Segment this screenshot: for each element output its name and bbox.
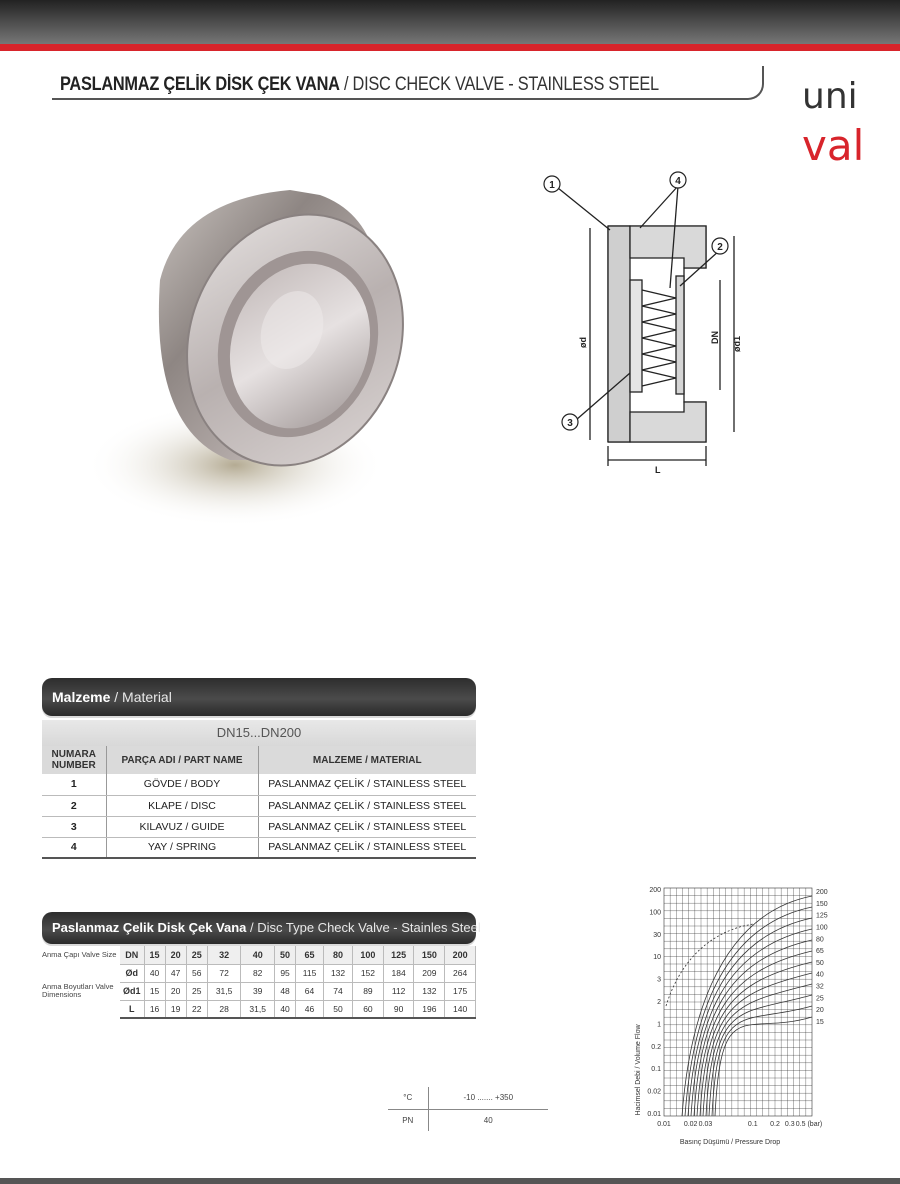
- graph-y-right-label: 32: [816, 983, 824, 991]
- dn-key: DN: [120, 946, 144, 964]
- flow-curve: [709, 995, 812, 1116]
- dn-value: 65: [296, 946, 324, 964]
- cell: 47: [165, 964, 186, 982]
- dim-label-od: ød: [578, 337, 588, 348]
- dimensions-header-light: / Disc Type Check Valve - Stainles Steel: [246, 920, 481, 935]
- table-row: [42, 774, 476, 795]
- cell: 31,5: [207, 982, 241, 1000]
- graph-y-left-label: 2: [657, 999, 661, 1006]
- material-header-light: / Material: [110, 689, 172, 705]
- graph-x-label: 0.1: [747, 1121, 758, 1128]
- row-number: 1: [42, 774, 106, 795]
- page-title: [60, 74, 659, 96]
- cell: 19: [165, 1000, 186, 1018]
- graph-x-title: Basınç Düşümü / Pressure Drop: [679, 1139, 781, 1146]
- unival-logo: [798, 70, 888, 180]
- dn-value: 80: [323, 946, 352, 964]
- section-drawing: [530, 168, 760, 480]
- cell: 40: [144, 964, 165, 982]
- cell: 152: [353, 964, 384, 982]
- graph-x-label: 0.02: [683, 1121, 698, 1128]
- material-header-bold: Malzeme: [52, 689, 111, 705]
- graph-y-right-label: 25: [816, 995, 824, 1003]
- dimensions-table: [42, 946, 476, 1019]
- cell: 28: [207, 1000, 241, 1018]
- cell: 112: [383, 982, 414, 1000]
- row-key: Ød: [120, 964, 144, 982]
- cell: 132: [414, 982, 445, 1000]
- logo-line-2: val: [802, 121, 865, 170]
- cell: 39: [241, 982, 275, 1000]
- row-part: KLAPE / DISC: [106, 795, 258, 816]
- dn-value: 20: [165, 946, 186, 964]
- cell: 15: [144, 982, 165, 1000]
- dimensions-label: Anma Boyutları Valve Dimensions: [42, 982, 114, 999]
- cell: 40: [275, 1000, 296, 1018]
- row-part: GÖVDE / BODY: [106, 774, 258, 795]
- cell: 196: [414, 1000, 445, 1018]
- row-material: PASLANMAZ ÇELİK / STAINLESS STEEL: [258, 816, 476, 837]
- graph-x-label: 0.03: [698, 1121, 713, 1128]
- cell: 20: [165, 982, 186, 1000]
- cell: 175: [445, 982, 476, 1000]
- cell: 16: [144, 1000, 165, 1018]
- dn-value: 25: [186, 946, 207, 964]
- callout-3: 3: [567, 418, 573, 429]
- material-section-header: [42, 678, 476, 716]
- dn-value: 32: [207, 946, 241, 964]
- graph-x-label: 0.3: [784, 1121, 795, 1128]
- dim-label-dn: DN: [710, 331, 720, 344]
- graph-y-right-label: 15: [816, 1019, 824, 1026]
- graph-x-label: 0.01: [657, 1121, 671, 1128]
- callout-2: 2: [717, 242, 723, 253]
- pn-key: PN: [388, 1109, 428, 1131]
- top-red-stripe: [0, 44, 900, 51]
- cell: 115: [296, 964, 324, 982]
- flow-curve: [706, 984, 812, 1116]
- dim-label-od1: ød1: [732, 335, 742, 352]
- graph-y-right-label: 125: [816, 912, 828, 920]
- dn-value: 125: [383, 946, 414, 964]
- temp-value: -10 ....... +350: [428, 1087, 548, 1109]
- row-number: 3: [42, 816, 106, 837]
- graph-y-right-label: 150: [816, 900, 828, 908]
- dimensions-header-bold: Paslanmaz Çelik Disk Çek Vana: [52, 920, 247, 935]
- title-english: / DISC CHECK VALVE - STAINLESS STEEL: [343, 74, 659, 95]
- row-material: PASLANMAZ ÇELİK / STAINLESS STEEL: [258, 774, 476, 795]
- temp-key: °C: [388, 1087, 428, 1109]
- flow-graph: [620, 880, 880, 1150]
- graph-y-left-label: 200: [649, 887, 661, 894]
- graph-y-right-label: 40: [816, 971, 824, 979]
- row-part: YAY / SPRING: [106, 837, 258, 858]
- graph-y-left-label: 0.01: [647, 1111, 661, 1118]
- graph-y-right-label: 50: [816, 959, 824, 967]
- dn-value: 50: [275, 946, 296, 964]
- table-row: [42, 837, 476, 858]
- graph-y-right-label: 200: [816, 889, 828, 896]
- title-turkish: PASLANMAZ ÇELİK DİSK ÇEK VANA: [60, 74, 340, 95]
- graph-y-left-label: 0.1: [651, 1066, 661, 1074]
- cell: 31,5: [241, 1000, 275, 1018]
- dn-value: 200: [445, 946, 476, 964]
- graph-x-label: 0.2: [770, 1121, 780, 1128]
- cell: 82: [241, 964, 275, 982]
- material-range: DN15...DN200: [42, 720, 476, 746]
- row-part: KILAVUZ / GUIDE: [106, 816, 258, 837]
- cell: 209: [414, 964, 445, 982]
- cell: 50: [323, 1000, 352, 1018]
- temp-pressure-block: [388, 1087, 548, 1131]
- callout-4: 4: [675, 176, 681, 187]
- top-header-band: [0, 0, 900, 44]
- bottom-bar: [0, 1178, 900, 1184]
- graph-y-left-label: 3: [657, 976, 661, 984]
- cell: 46: [296, 1000, 324, 1018]
- dimensions-table-block: [42, 946, 476, 1019]
- cell: 25: [186, 982, 207, 1000]
- cell: 64: [296, 982, 324, 1000]
- graph-y-left-label: 100: [649, 909, 661, 917]
- cell: 95: [275, 964, 296, 982]
- cell: 60: [353, 1000, 384, 1018]
- cell: 264: [445, 964, 476, 982]
- cell: 74: [323, 982, 352, 1000]
- row-material: PASLANMAZ ÇELİK / STAINLESS STEEL: [258, 795, 476, 816]
- row-material: PASLANMAZ ÇELİK / STAINLESS STEEL: [258, 837, 476, 858]
- dn-value: 150: [414, 946, 445, 964]
- graph-y-right-label: 100: [816, 924, 828, 932]
- flow-curve: [682, 896, 812, 1116]
- dn-value: 40: [241, 946, 275, 964]
- table-row: [42, 964, 476, 982]
- cell: 48: [275, 982, 296, 1000]
- graph-y-left-label: 0.2: [651, 1043, 661, 1051]
- temp-pressure-table: [388, 1087, 548, 1131]
- flow-curve: [697, 951, 812, 1116]
- valve-size-label: Anma Çapı Valve Size: [42, 950, 117, 959]
- cell: 22: [186, 1000, 207, 1018]
- row-number: 4: [42, 837, 106, 858]
- graph-y-left-label: 30: [653, 931, 661, 939]
- cell: 89: [353, 982, 384, 1000]
- dim-label-l: L: [655, 465, 661, 475]
- graph-y-left-label: 0.02: [647, 1088, 661, 1096]
- flow-curve: [691, 929, 812, 1116]
- cell: 132: [323, 964, 352, 982]
- dn-value: 100: [353, 946, 384, 964]
- cell: 72: [207, 964, 241, 982]
- graph-y-right-label: 20: [816, 1007, 824, 1015]
- column-header-number: NUMARA NUMBER: [42, 746, 106, 774]
- dimensions-section-header: [42, 912, 481, 944]
- logo-line-1: uni: [802, 76, 858, 117]
- graph-x-label: 0.5 (bar): [795, 1121, 823, 1128]
- column-header-part: PARÇA ADI / PART NAME: [106, 746, 258, 774]
- graph-y-right-label: 80: [816, 936, 824, 944]
- product-photo: [60, 160, 470, 590]
- cell: 140: [445, 1000, 476, 1018]
- material-table-block: [42, 720, 476, 859]
- table-row: [42, 816, 476, 837]
- callout-1: 1: [549, 180, 555, 191]
- table-row: [42, 795, 476, 816]
- cell: 184: [383, 964, 414, 982]
- column-header-material: MALZEME / MATERIAL: [258, 746, 476, 774]
- title-frame: [52, 66, 764, 100]
- row-key: L: [120, 1000, 144, 1018]
- material-table: [42, 746, 476, 859]
- graph-y-left-label: 1: [657, 1021, 661, 1029]
- cell: 90: [383, 1000, 414, 1018]
- row-key: Ød1: [120, 982, 144, 1000]
- row-number: 2: [42, 795, 106, 816]
- graph-y-left-label: 10: [653, 954, 661, 962]
- graph-y-title: Hacimsel Debi / Volume Flow: [635, 1024, 642, 1116]
- cell: 56: [186, 964, 207, 982]
- dn-value: 15: [144, 946, 165, 964]
- pn-value: 40: [483, 1115, 493, 1125]
- graph-y-right-label: 65: [816, 948, 824, 956]
